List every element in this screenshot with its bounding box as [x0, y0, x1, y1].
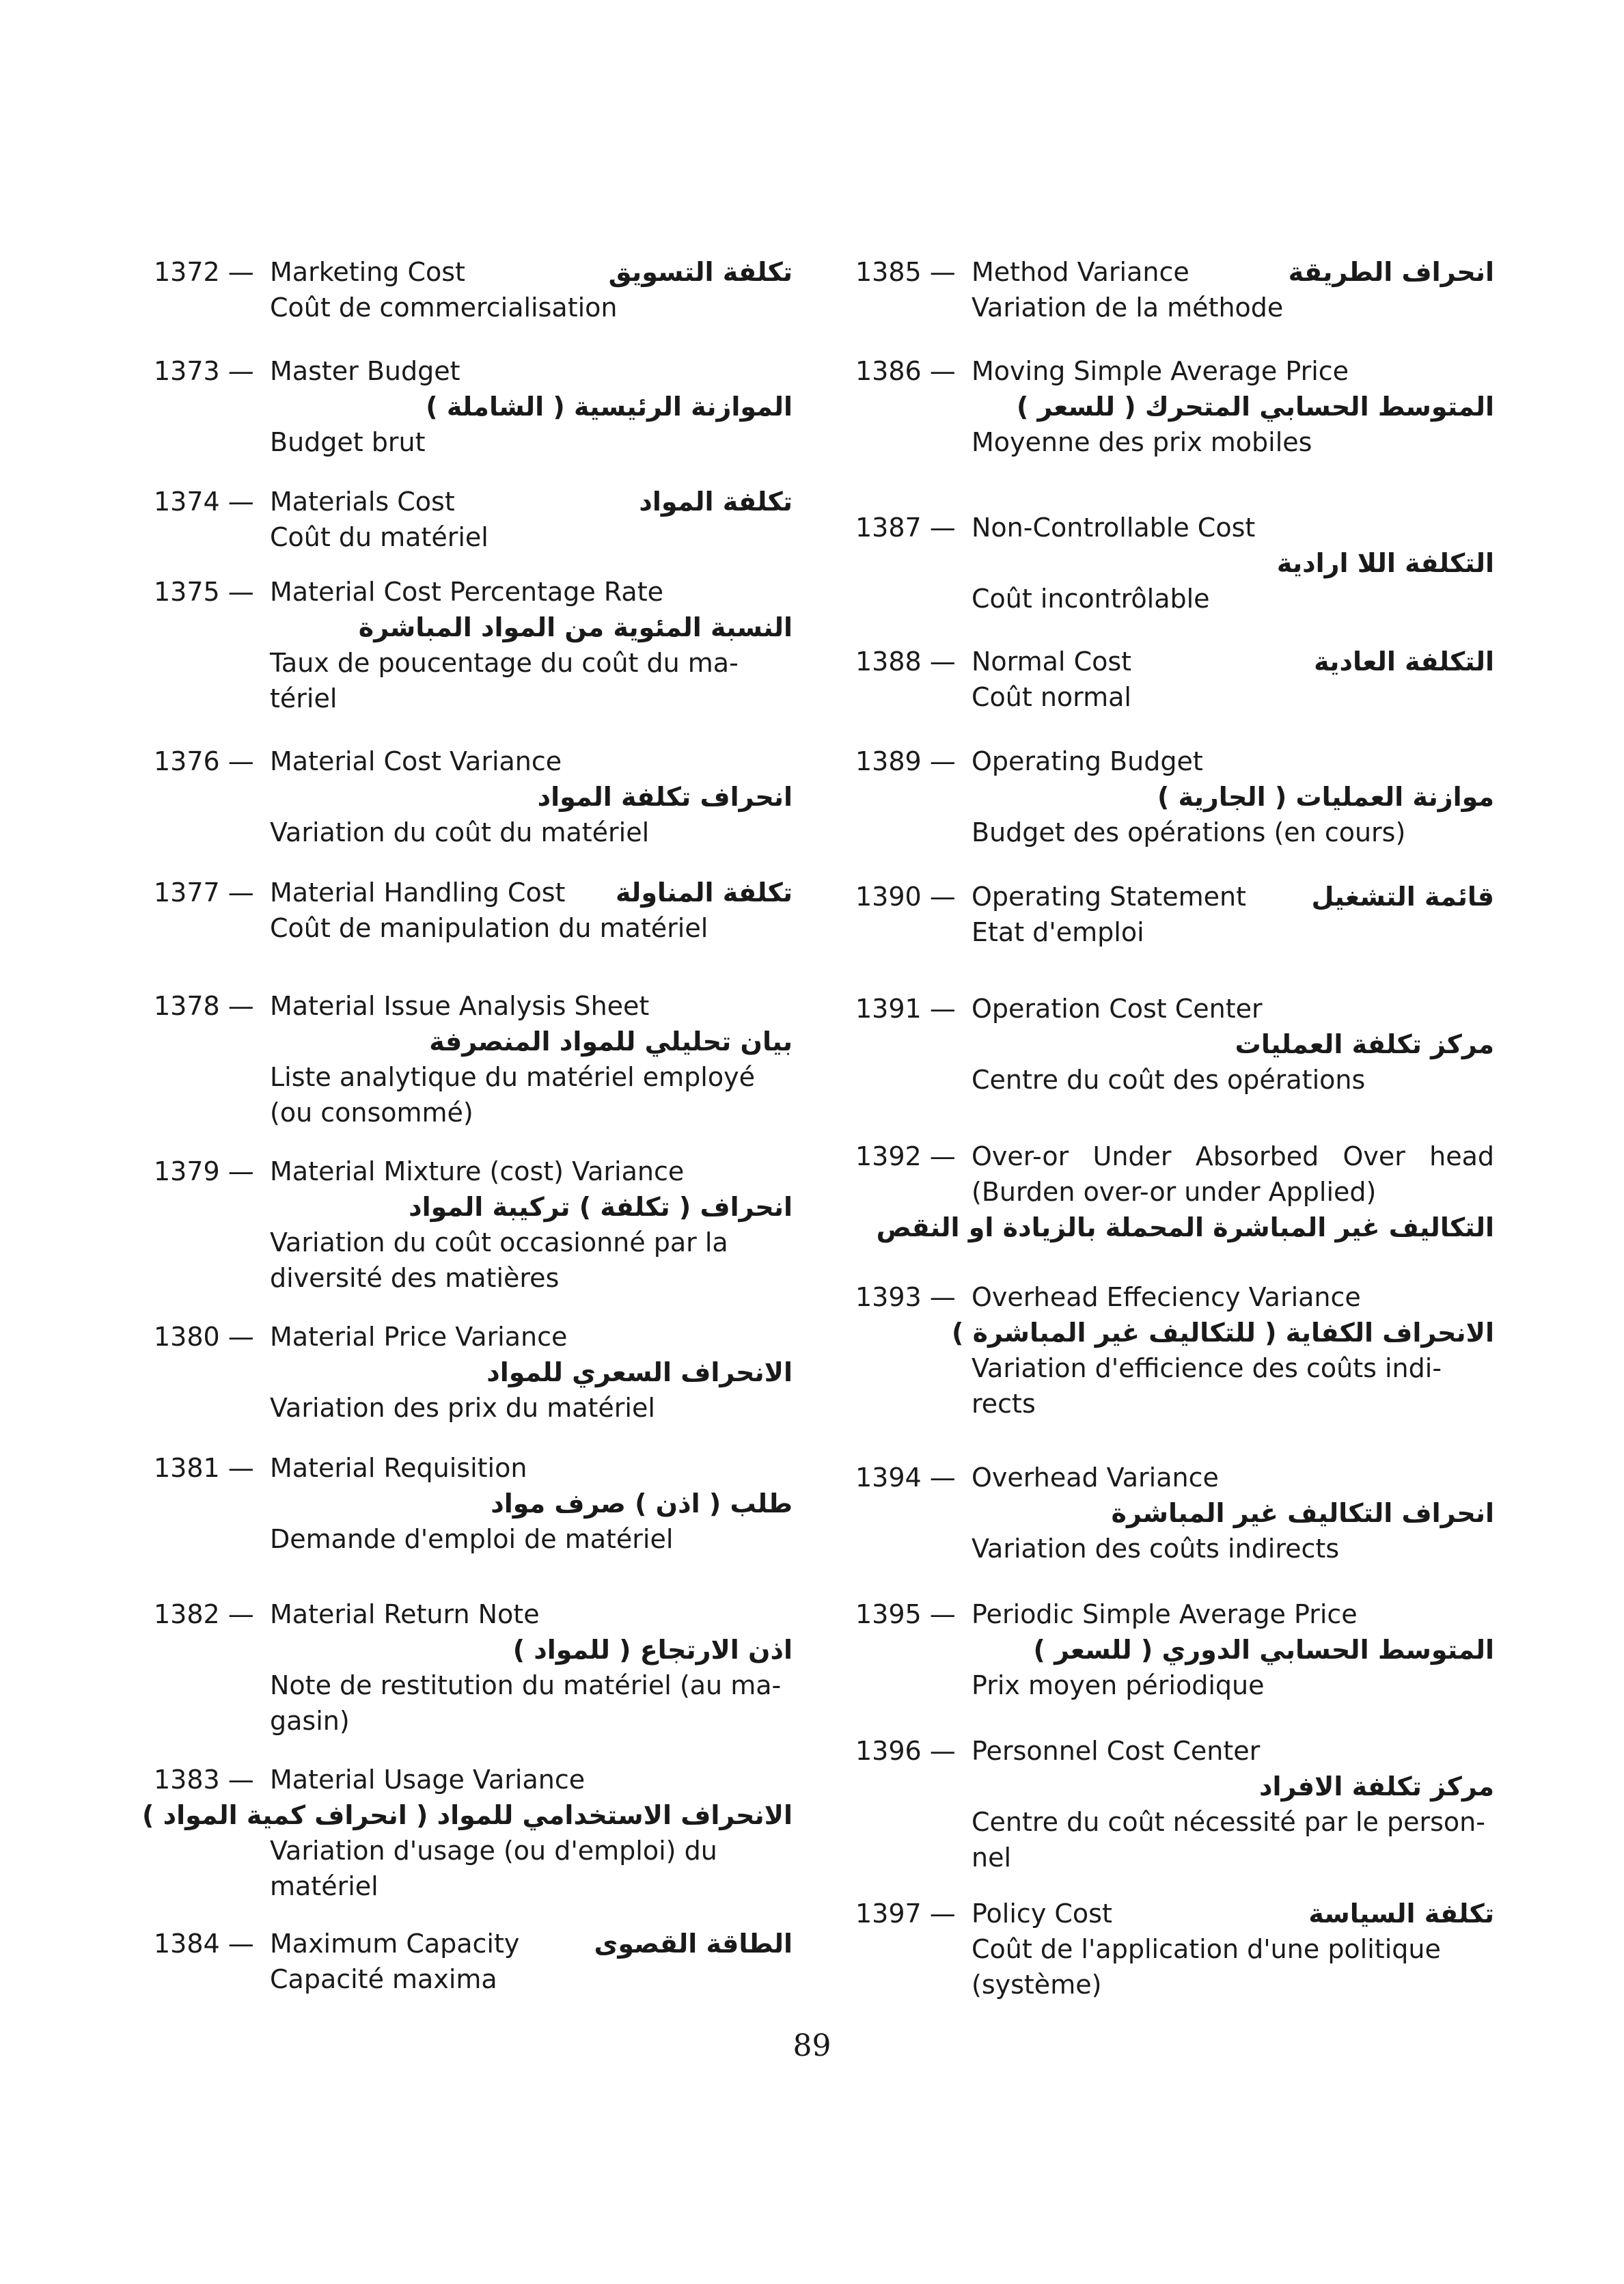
- glossary-entry: [855, 1460, 1494, 1566]
- english-term: Material Return Note: [270, 1599, 540, 1629]
- english-term: Overhead Effeciency Variance: [972, 1282, 1361, 1312]
- glossary-entry: [855, 1596, 1494, 1703]
- entry-number: 1385 —: [855, 257, 956, 287]
- entry-number: 1376 —: [154, 746, 254, 776]
- glossary-entry: [855, 1896, 1494, 2002]
- french-term: Liste analytique du matériel employé: [270, 1062, 755, 1092]
- french-term: Demande d'emploi de matériel: [270, 1524, 674, 1554]
- entry-number: 1380 —: [154, 1322, 254, 1352]
- french-term: Prix moyen périodique: [972, 1670, 1265, 1700]
- arabic-term: انحراف ( تكلفة ) تركيبة المواد: [409, 1192, 793, 1222]
- french-term: Capacité maxima: [270, 1964, 497, 1994]
- english-term: Non-Controllable Cost: [972, 513, 1256, 543]
- english-term: Material Cost Variance: [270, 746, 562, 776]
- french-term: (ou consommé): [270, 1098, 473, 1128]
- glossary-entry: [154, 1926, 793, 1997]
- arabic-term: بيان تحليلي للمواد المنصرفة: [429, 1027, 793, 1057]
- glossary-entry: [855, 879, 1494, 950]
- entry-number: 1374 —: [154, 487, 254, 517]
- english-term: Master Budget: [270, 356, 460, 386]
- french-term: Variation des coûts indirects: [972, 1534, 1340, 1564]
- french-term: Budget des opérations (en cours): [972, 817, 1406, 847]
- glossary-entry: [855, 1139, 1494, 1245]
- french-term: Coût de commercialisation: [270, 293, 618, 323]
- entry-number: 1392 —: [855, 1141, 956, 1171]
- french-term: Coût du matériel: [270, 522, 488, 552]
- french-term: tériel: [270, 683, 338, 713]
- page-number: 89: [793, 2028, 831, 2063]
- english-term: Operation Cost Center: [972, 994, 1263, 1024]
- glossary-entry: [855, 644, 1494, 715]
- entry-number: 1391 —: [855, 994, 956, 1024]
- glossary-entry: [154, 484, 793, 555]
- english-term-alt: (Burden over-or under Applied): [972, 1177, 1377, 1207]
- english-term: Marketing Cost: [270, 257, 465, 287]
- arabic-term: تكلفة المناولة: [616, 878, 793, 908]
- entry-number: 1396 —: [855, 1736, 956, 1766]
- entry-number: 1393 —: [855, 1282, 956, 1312]
- english-term: Material Price Variance: [270, 1322, 568, 1352]
- french-term: Variation des prix du matériel: [270, 1393, 655, 1423]
- arabic-term: موازنة العمليات ( الجارية ): [1157, 782, 1494, 812]
- glossary-entry: [855, 991, 1494, 1098]
- glossary-entry: [154, 875, 793, 946]
- arabic-term: التكاليف غير المباشرة المحملة بالزيادة او النقص: [876, 1212, 1494, 1242]
- french-term: diversité des matières: [270, 1263, 560, 1293]
- french-term: Coût de l'application d'une politique: [972, 1934, 1441, 1964]
- glossary-entry: [855, 254, 1494, 325]
- english-term: Periodic Simple Average Price: [972, 1599, 1358, 1629]
- arabic-term: الانحراف الكفاية ( للتكاليف غير المباشرة ): [951, 1318, 1494, 1348]
- french-term: Centre du coût nécessité par le person-: [972, 1807, 1485, 1837]
- arabic-term: المتوسط الحسابي المتحرك ( للسعر ): [1016, 392, 1494, 422]
- english-term: Policy Cost: [972, 1899, 1112, 1929]
- glossary-entry: [855, 510, 1494, 616]
- arabic-term: طلب ( اذن ) صرف مواد: [491, 1488, 793, 1519]
- english-term: Normal Cost: [972, 647, 1132, 677]
- french-term: Centre du coût des opérations: [972, 1065, 1366, 1095]
- arabic-term: اذن الارتجاع ( للمواد ): [512, 1635, 793, 1665]
- english-term: Material Cost Percentage Rate: [270, 577, 663, 607]
- glossary-entry: [154, 353, 793, 460]
- entry-number: 1389 —: [855, 746, 956, 776]
- arabic-term: انحراف التكاليف غير المباشرة: [1111, 1498, 1494, 1528]
- english-term: Personnel Cost Center: [972, 1736, 1261, 1766]
- arabic-term: الانحراف الاستخدامي للمواد ( انحراف كمية المواد ): [141, 1800, 793, 1830]
- arabic-term: النسبة المئوية من المواد المباشرة: [358, 612, 793, 642]
- french-term: Budget brut: [270, 427, 426, 457]
- entry-number: 1377 —: [154, 878, 254, 908]
- english-term: Materials Cost: [270, 487, 455, 517]
- arabic-term: تكلفة المواد: [639, 487, 793, 517]
- english-term: Operating Statement: [972, 882, 1247, 912]
- arabic-term: الطاقة القصوى: [594, 1929, 793, 1959]
- english-term: Moving Simple Average Price: [972, 356, 1349, 386]
- glossary-entry: [855, 353, 1494, 460]
- french-term: Moyenne des prix mobiles: [972, 427, 1312, 457]
- french-term: Variation de la méthode: [972, 293, 1284, 323]
- glossary-entry: [154, 988, 793, 1130]
- entry-number: 1383 —: [154, 1765, 254, 1795]
- english-term: Material Mixture (cost) Variance: [270, 1156, 685, 1186]
- arabic-term: المتوسط الحسابي الدوري ( للسعر ): [1033, 1635, 1494, 1665]
- english-term: Material Usage Variance: [270, 1765, 586, 1795]
- french-term: Variation du coût occasionné par la: [270, 1227, 728, 1257]
- english-term: Maximum Capacity: [270, 1929, 520, 1959]
- french-term: Variation d'efficience des coûts indi-: [972, 1353, 1442, 1383]
- glossary-entry: [855, 1733, 1494, 1875]
- entry-number: 1386 —: [855, 356, 956, 386]
- glossary-entry: [154, 1154, 793, 1296]
- entry-number: 1384 —: [154, 1929, 254, 1959]
- english-term: Material Issue Analysis Sheet: [270, 991, 650, 1021]
- glossary-entry: [154, 1596, 793, 1739]
- arabic-term: تكلفة التسويق: [608, 257, 793, 287]
- arabic-term: التكلفة العادية: [1314, 647, 1494, 677]
- entry-number: 1382 —: [154, 1599, 254, 1629]
- french-term: Etat d'emploi: [972, 917, 1144, 947]
- entry-number: 1397 —: [855, 1899, 956, 1929]
- arabic-term: انحراف الطريقة: [1288, 257, 1494, 287]
- glossary-entry: [141, 1762, 793, 1904]
- french-term: nel: [972, 1843, 1012, 1873]
- arabic-term: مركز تكلفة الافراد: [1258, 1771, 1494, 1802]
- entry-number: 1373 —: [154, 356, 254, 386]
- english-term: Material Handling Cost: [270, 878, 566, 908]
- entry-number: 1379 —: [154, 1156, 254, 1186]
- entry-number: 1378 —: [154, 991, 254, 1021]
- glossary-entry: [154, 574, 793, 716]
- french-term: (système): [972, 1970, 1102, 2000]
- entry-number: 1381 —: [154, 1453, 254, 1483]
- glossary-entry: [855, 744, 1494, 850]
- english-term: Material Requisition: [270, 1453, 527, 1483]
- arabic-term: مركز تكلفة العمليات: [1235, 1029, 1494, 1059]
- glossary-entry: [154, 254, 793, 325]
- entry-number: 1390 —: [855, 882, 956, 912]
- glossary-entry: [154, 1319, 793, 1426]
- arabic-term: قائمة التشغيل: [1311, 882, 1494, 912]
- french-term: rects: [972, 1389, 1036, 1419]
- entry-number: 1372 —: [154, 257, 254, 287]
- entry-number: 1388 —: [855, 647, 956, 677]
- glossary-entry: [154, 744, 793, 850]
- french-term: Coût de manipulation du matériel: [270, 913, 708, 943]
- glossary-entry: [855, 1279, 1494, 1422]
- english-term: Operating Budget: [972, 746, 1203, 776]
- entry-number: 1394 —: [855, 1463, 956, 1493]
- entry-number: 1395 —: [855, 1599, 956, 1629]
- french-term: Note de restitution du matériel (au ma-: [270, 1670, 782, 1700]
- french-term: Taux de poucentage du coût du ma-: [270, 648, 739, 678]
- arabic-term: الموازنة الرئيسية ( الشاملة ): [426, 392, 793, 422]
- english-term: Method Variance: [972, 257, 1189, 287]
- french-term: Variation d'usage (ou d'emploi) du: [270, 1836, 717, 1866]
- entry-number: 1387 —: [855, 513, 956, 543]
- entry-number: 1375 —: [154, 577, 254, 607]
- french-term: Coût incontrôlable: [972, 584, 1210, 614]
- french-term: matériel: [270, 1871, 379, 1901]
- arabic-term: الانحراف السعري للمواد: [486, 1357, 793, 1387]
- french-term: gasin): [270, 1706, 350, 1736]
- english-term: Overhead Variance: [972, 1463, 1219, 1493]
- glossary-entry: [154, 1450, 793, 1557]
- french-term: Coût normal: [972, 682, 1131, 712]
- arabic-term: انحراف تكلفة المواد: [537, 782, 793, 812]
- arabic-term: التكلفة اللا ارادية: [1276, 548, 1494, 578]
- arabic-term: تكلفة السياسة: [1308, 1899, 1494, 1929]
- english-term: Over-or Under Absorbed Over head: [972, 1141, 1494, 1171]
- french-term: Variation du coût du matériel: [270, 817, 650, 847]
